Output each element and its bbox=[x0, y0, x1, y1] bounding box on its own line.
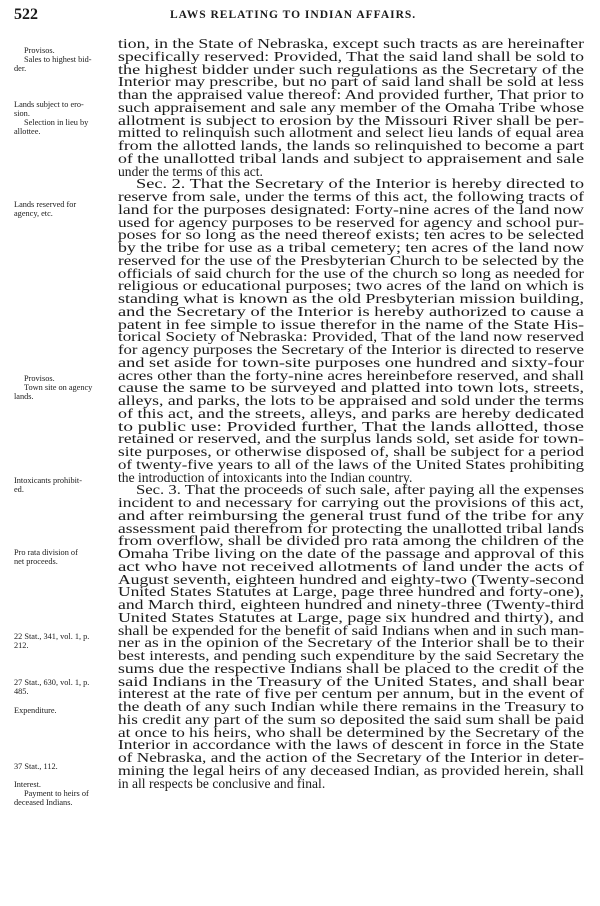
text-line-content: officials of said church for the use of the church so long as needed for bbox=[118, 265, 584, 281]
margin-note bbox=[14, 476, 124, 494]
text-line-content: mining the legal heirs of any deceased Indian, as provided herein, shall bbox=[118, 762, 584, 778]
text-line-content: August seventh, eighteen hundred and eighty-two (Twenty-second bbox=[118, 571, 585, 587]
margin-note-line: Payment to heirs of bbox=[24, 789, 89, 798]
text-line-content: Sec. 3. That the proceeds of such sale, after paying all the expenses bbox=[136, 482, 584, 498]
text-line-content: assessment paid therefrom for protecting the unallotted tribal lands bbox=[118, 520, 584, 536]
text-line-content: from overflow, shall be divided pro rata among the children of the bbox=[118, 533, 584, 549]
text-line-content: Sec. 2. That the Secretary of the Interior is hereby directed to bbox=[136, 176, 585, 192]
text-line-content: tion, in the State of Nebraska, except such tracts as are hereinafter bbox=[118, 36, 584, 51]
text-line-content: reserved for the use of the Presbyterian Church to be selected by the bbox=[118, 252, 584, 268]
text-line-content: poses for so long as the need thereof exists; ten acres to be selected bbox=[118, 227, 584, 243]
margin-note bbox=[14, 632, 124, 650]
text-line-content: religious or educational purposes; two acres of the land on which is bbox=[118, 278, 585, 294]
text-line-content: retained or reserved, and the surplus lands sold, set aside for town- bbox=[118, 431, 584, 447]
text-line-content: of this act, and the streets, alleys, and parks are hereby dedicated bbox=[118, 405, 584, 421]
text-line-content: to public use: Provided further, That the lands allotted, those bbox=[118, 418, 585, 434]
margin-note-line: 485. bbox=[14, 687, 29, 696]
text-line-content: United States Statutes at Large, page six hundred and thirty), and bbox=[118, 609, 584, 625]
text-line-content: reserve from sale, under the terms of this act, the following tracts of bbox=[118, 189, 584, 204]
text-line-content: for agency purposes the Secretary of the Interior is directed to reserve bbox=[118, 342, 584, 357]
text-line-content: sums due the respective Indians shall be placed to the credit of the bbox=[118, 660, 585, 676]
text-line-content: Interior may prescribe, but no part of said land shall be sold at less bbox=[118, 74, 584, 90]
text-line-content: said Indians in the Treasury of the United States, and shall bear bbox=[118, 673, 585, 689]
margin-note-line: 212. bbox=[14, 641, 29, 650]
margin-note bbox=[14, 46, 124, 73]
margin-note-line: Sales to highest bid- bbox=[24, 55, 92, 64]
margin-note-line: Selection in lieu by bbox=[24, 118, 89, 127]
text-line-content: torical Society of Nebraska: Provided, That of the land now reserved bbox=[118, 329, 584, 345]
margin-note-line: sion. bbox=[14, 109, 30, 118]
text-line-content: incident to and necessary for carrying out the provisions of this act, bbox=[118, 495, 585, 510]
text-line-content: and the Secretary of the Interior is hereby authorized to cause a bbox=[118, 303, 584, 319]
margin-note bbox=[14, 548, 124, 566]
text-line-content: his credit any part of the sum so deposited the said sum shall be paid bbox=[118, 711, 584, 727]
text-line-content: of the unallotted tribal lands and subject to appraisement and sale bbox=[118, 150, 584, 166]
margin-note-line: 27 Stat., 630, vol. 1, p. bbox=[14, 678, 90, 687]
text-line-content: Interior in accordance with the laws of descent in force in the State bbox=[118, 737, 585, 753]
text-line-content: land for the purposes designated: Forty-nine acres of the land now bbox=[118, 201, 584, 217]
body-text bbox=[118, 38, 584, 790]
margin-note-line: Pro rata division of bbox=[14, 548, 78, 557]
page-number: 522 bbox=[14, 6, 38, 23]
text-line-content: allotment is subject to erosion by the Missouri River shall be per- bbox=[118, 112, 584, 128]
text-line-content: site purposes, or otherwise disposed of, shall be subject for a period bbox=[118, 444, 585, 459]
margin-note bbox=[14, 100, 124, 136]
margin-note-line: Intoxicants prohibit- bbox=[14, 476, 82, 485]
margin-note-line: deceased Indians. bbox=[14, 798, 73, 807]
text-line-content: such appraisement and sale any member of the Omaha Tribe whose bbox=[118, 99, 585, 115]
text-line-content: used for agency purposes to be reserved for agency and school pur- bbox=[118, 214, 585, 230]
margin-note-line: Expenditure. bbox=[14, 706, 57, 715]
text-line-content: and set aside for town-site purposes one hundred and sixty-four bbox=[118, 354, 584, 370]
text-line-content: acres other than the forty-nine acres hereinbefore reserved, and shall bbox=[118, 367, 584, 383]
text-line-content: alleys, and parks, the lots to be appraised and sold under the terms bbox=[118, 393, 585, 408]
text-line-content: interest at the rate of five per centum per annum, but in the event of bbox=[118, 686, 585, 702]
text-line-content: mitted to relinquish such allotment and select lieu lands of equal area bbox=[118, 125, 585, 141]
text-line-content: the highest bidder under such regulations as the Secretary of the bbox=[118, 61, 584, 77]
margin-note bbox=[14, 678, 124, 696]
margin-note-line: Lands reserved for bbox=[14, 200, 77, 209]
text-line-content: cause the same to be surveyed and platted into town lots, streets, bbox=[118, 380, 585, 396]
margin-note-line: allottee. bbox=[14, 127, 41, 136]
text-line-content: and March third, eighteen hundred and ninety-three (Twenty-third bbox=[118, 597, 584, 612]
margin-note bbox=[14, 780, 124, 807]
margin-note-line: 37 Stat., 112. bbox=[14, 762, 58, 771]
margin-note-line: lands. bbox=[14, 392, 34, 401]
text-line-content: the death of any such Indian while there remains in the Treasury to bbox=[118, 699, 584, 714]
text-line-content: best interests, and pending such expenditure by the said Secretary the bbox=[118, 648, 585, 663]
text-line-content: the introduction of intoxicants into the Indian country. bbox=[118, 469, 413, 485]
margin-note-line: Provisos. bbox=[24, 46, 55, 55]
margin-note-line: 22 Stat., 341, vol. 1, p. bbox=[14, 632, 90, 641]
running-head: LAWS RELATING TO INDIAN AFFAIRS. bbox=[170, 9, 417, 21]
text-line-content: shall be expended for the benefit of said Indians when and in such man- bbox=[118, 622, 584, 638]
margin-note-line: der. bbox=[14, 64, 27, 73]
text-line-content: than the appraised value thereof: And provided further, That prior to bbox=[118, 87, 584, 102]
text-line-content: standing what is known as the old Presbyterian mission building, bbox=[118, 291, 584, 306]
margin-note-line: ed. bbox=[14, 485, 24, 494]
text-line-content: act who have not received allotments of land under the acts of bbox=[118, 558, 585, 574]
margin-note-line: Interest. bbox=[14, 780, 41, 789]
text-line-content: under the terms of this act. bbox=[118, 163, 263, 179]
text-line-content: United States Statutes at Large, page three hundred and forty-one), bbox=[118, 584, 584, 600]
margin-note-line: Provisos. bbox=[24, 374, 55, 383]
text-line-content: from the allotted lands, the lands so relinquished to become a part bbox=[118, 138, 584, 153]
margin-note bbox=[14, 200, 124, 218]
margin-note bbox=[14, 706, 124, 715]
text-line-content: in all respects be conclusive and final. bbox=[118, 775, 326, 791]
text-line bbox=[118, 775, 584, 791]
text-line-content: patent in fee simple to issue therefor in the name of the State His- bbox=[118, 316, 585, 332]
text-line-content: at once to his heirs, who shall be determined by the Secretary of the bbox=[118, 724, 584, 740]
margin-note-line: agency, etc. bbox=[14, 209, 53, 218]
margin-note-line: Town site on agency bbox=[24, 383, 93, 392]
text-line-content: of Nebraska, and the action of the Secretary of the Interior in deter- bbox=[118, 750, 584, 765]
margin-note-line: Lands subject to ero- bbox=[14, 100, 84, 109]
margin-note bbox=[14, 374, 124, 401]
text-line-content: Omaha Tribe living on the date of the passage and approval of this bbox=[118, 546, 585, 561]
text-line-content: of twenty-five years to all of the laws of the United States prohibiting bbox=[118, 456, 585, 472]
text-line-content: by the tribe for use as a tribal cemetery; ten acres of the land now bbox=[118, 240, 585, 255]
text-line-content: ner as in the opinion of the Secretary of the Interior shall be to their bbox=[118, 635, 584, 651]
margin-note bbox=[14, 762, 124, 771]
text-line-content: and after reimbursing the general trust fund of the tribe for any bbox=[118, 507, 584, 523]
text-line-content: specifically reserved: Provided, That the said land shall be sold to bbox=[118, 48, 584, 64]
margin-note-line: net proceeds. bbox=[14, 557, 58, 566]
